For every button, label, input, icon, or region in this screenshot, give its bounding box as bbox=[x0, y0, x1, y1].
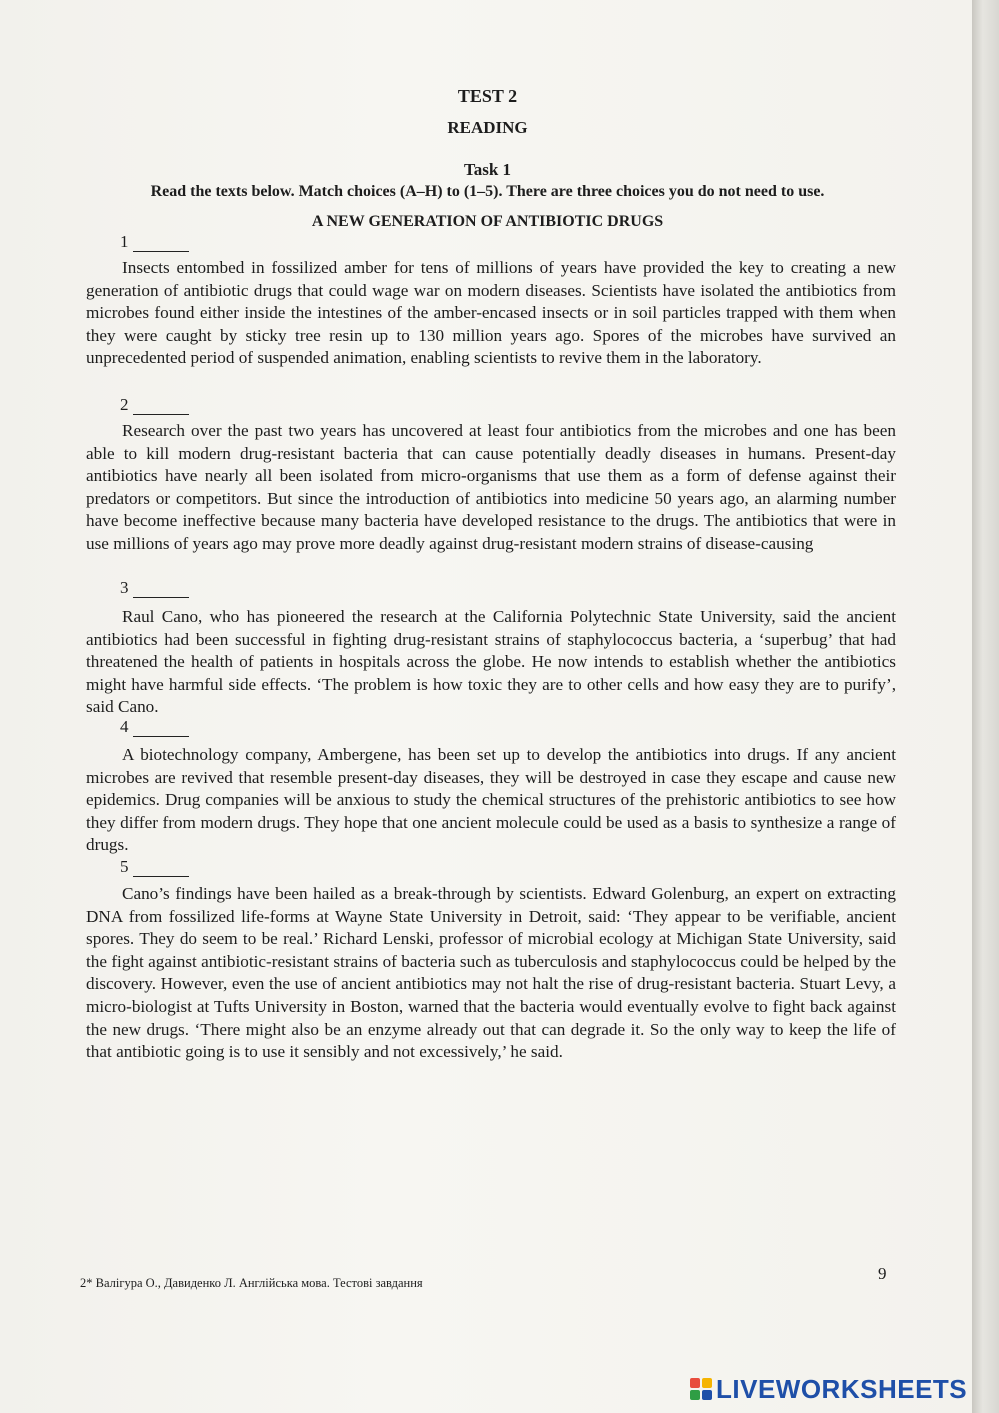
test-title: TEST 2 bbox=[457, 86, 518, 106]
liveworksheets-brand[interactable] bbox=[690, 1374, 967, 1404]
logo-tile bbox=[702, 1378, 712, 1388]
answer-blank-4[interactable] bbox=[133, 718, 189, 737]
paragraph-number-label: 3 bbox=[120, 578, 129, 597]
page-edge bbox=[972, 0, 999, 1413]
logo-tile bbox=[690, 1390, 700, 1400]
paragraph-number-3 bbox=[120, 578, 189, 598]
logo-tile bbox=[690, 1378, 700, 1388]
footer-source: 2* Валігура О., Давиденко Л. Англійська мова. Тестові завдання bbox=[80, 1276, 423, 1290]
paragraph-4-text: A biotechnology company, Ambergene, has been set up to develop the antibiotics into drugs. If any ancient microbes are revived that resemble present-day diseases, they will be destroyed in case they escape and cause new epidemics. Drug companies will be anxious to study the chemical structures of the prehistoric antibiotics to see how they differ from modern drugs. They hope that one ancient molecule could be used as a basis to synthesize a range of drugs. bbox=[86, 745, 896, 855]
answer-blank-1[interactable] bbox=[133, 233, 189, 252]
liveworksheets-logo-icon bbox=[690, 1378, 712, 1400]
paragraph-number-4 bbox=[120, 717, 189, 737]
paragraph-number-label: 2 bbox=[120, 395, 129, 414]
paragraph-2-text: Research over the past two years has uncovered at least four antibiotics from the microbes and one has been able to kill modern drug-resistant bacteria that can cause potentially deadly diseases in humans. Present-day antibiotics have nearly all been isolated from micro-organisms that use them as a form of defense against their predators or competitors. But since the introduction of antibiotics into medicine 50 years ago, an alarming number have become ineffective because many bacteria have developed resistance to the drugs. The antibiotics that were in use millions of years ago may prove more deadly against drug-resistant modern strains of disease-causing bbox=[86, 421, 896, 553]
paragraph-3-text: Raul Cano, who has pioneered the research at the California Polytechnic State University, said the ancient antibiotics had been successful in fighting drug-resistant strains of staphylococcus bacteria, a ‘superbug’ that had threatened the health of patients in hospitals across the globe. He now intends to establish whether the antibiotics might have harmful side effects. ‘The problem is how toxic they are to other cells and how easy they are to purify’, said Cano. bbox=[86, 607, 896, 717]
paragraph-number-label: 1 bbox=[120, 232, 129, 251]
logo-tile bbox=[702, 1390, 712, 1400]
answer-blank-2[interactable] bbox=[133, 396, 189, 415]
section-heading: READING bbox=[447, 118, 528, 137]
paragraph-number-5 bbox=[120, 857, 189, 877]
paragraph-5-text: Cano’s findings have been hailed as a break-through by scientists. Edward Golenburg, an expert on extracting DNA from fossilized life-forms at Wayne State University in Detroit, said: ‘They appear to be verifiable, ancient spores. They do seem to be real.’ Richard Lenski, professor of microbial ecology at Michigan State University, said the fight against antibiotic-resistant strains of bacteria such as tuberculosis and staphylococcus could be helped by the discovery. However, even the use of ancient antibiotics may not halt the rise of drug-resistant bacteria. Stuart Levy, a micro-biologist at Tufts University in Boston, warned that the bacteria would eventually evolve to fight back against the new drugs. ‘There might also be an enzyme already out that can degrade it. So the only way to keep the life of that antibiotic going is to use it sensibly and not excessively,’ he said. bbox=[86, 884, 896, 1062]
paragraph-number-label: 4 bbox=[120, 717, 129, 736]
answer-blank-5[interactable] bbox=[133, 858, 189, 877]
paragraph-number-label: 5 bbox=[120, 857, 129, 876]
task-instructions: Read the texts below. Match choices (A–H) to (1–5). There are three choices you do not need to use. bbox=[150, 183, 825, 200]
paragraph-number-2 bbox=[120, 395, 189, 415]
task-heading: Task 1 bbox=[463, 160, 512, 179]
paragraph-number-1 bbox=[120, 232, 189, 252]
answer-blank-3[interactable] bbox=[133, 579, 189, 598]
page-number: 9 bbox=[878, 1264, 887, 1283]
paragraph-1-text: Insects entombed in fossilized amber for tens of millions of years have provided the key to creating a new generation of antibiotic drugs that could wage war on modern diseases. Scientists have isolated the antibiotics from microbes found either inside the intestines of the amber-encased insects or in soil particles trapped with them when they were caught by sticky tree resin up to 130 million years ago. Spores of the microbes have survived an unprecedented period of suspended animation, enabling scientists to revive them in the laboratory. bbox=[86, 258, 896, 368]
article-title: A NEW GENERATION OF ANTIBIOTIC DRUGS bbox=[311, 213, 664, 230]
brand-name: LIVEWORKSHEETS bbox=[716, 1373, 968, 1404]
